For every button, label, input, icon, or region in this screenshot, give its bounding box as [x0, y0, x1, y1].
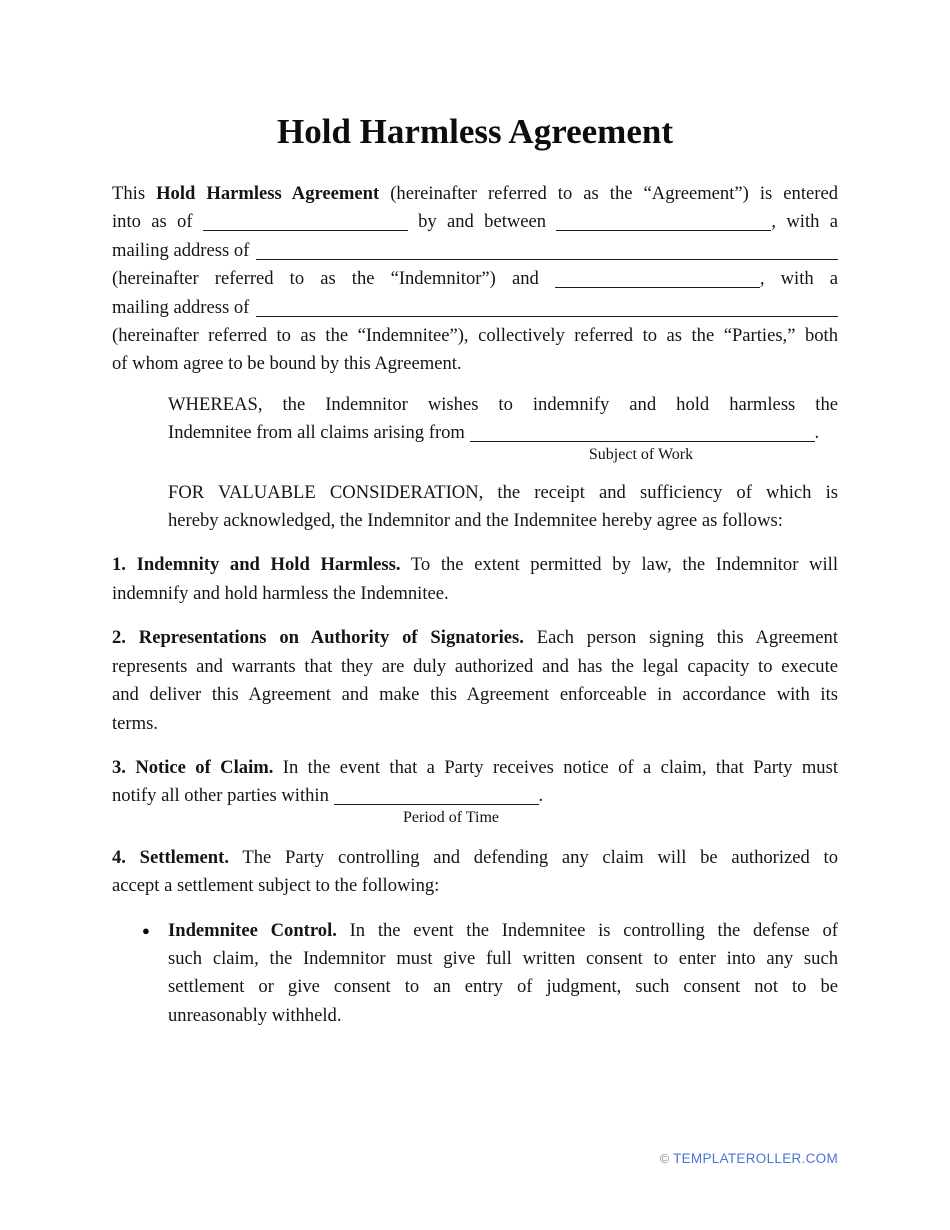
blank-indemnitee-address[interactable]	[256, 294, 838, 317]
section-3-heading: 3. Notice of Claim.	[112, 756, 274, 778]
section-4-text: accept a settlement subject to the following:	[112, 875, 440, 897]
intro-line-4	[112, 265, 838, 293]
section-3-text: notify all other parties within	[112, 785, 334, 807]
consideration-line-1	[168, 479, 838, 507]
section-1-line-1	[112, 551, 838, 579]
intro-line-5	[112, 294, 838, 322]
whereas-text: .	[814, 422, 820, 444]
section-1-text: indemnify and hold harmless the Indemnitee.	[112, 582, 449, 604]
bullet-line-1	[168, 917, 838, 945]
section-4-text: The Party controlling and defending any claim will be authorized to	[228, 846, 838, 868]
section-2-line-3	[112, 681, 838, 709]
intro-text: , with a	[759, 268, 838, 290]
blank-indemnitor-name[interactable]	[556, 210, 771, 231]
section-4-heading: 4. Settlement.	[112, 846, 229, 868]
consideration-line-2	[168, 507, 838, 535]
intro-text: This	[112, 183, 157, 204]
templateroller-link[interactable]: TEMPLATEROLLER.COM	[673, 1151, 838, 1166]
intro-line-6	[112, 322, 838, 350]
section-3-line-1	[112, 754, 838, 782]
intro-paragraph	[112, 180, 838, 379]
page-title: Hold Harmless Agreement	[277, 112, 673, 151]
intro-text: into as of	[112, 211, 203, 233]
section-1-heading: 1. Indemnity and Hold Harmless.	[112, 554, 401, 576]
agreement-name-bold: Hold Harmless Agreement	[156, 183, 380, 204]
section-2-line-2	[112, 653, 838, 681]
section-2-text: and deliver this Agreement and make this Agreement enforceable in accordance with its	[112, 684, 838, 706]
whereas-line-2	[168, 419, 838, 447]
bullet-heading: Indemnitee Control.	[168, 919, 337, 941]
copyright-icon: ©	[659, 1152, 670, 1166]
section-2-text: terms.	[112, 712, 158, 734]
bullet-text: settlement or give consent to an entry of judgment, such consent not to be	[168, 976, 838, 998]
bullet-line-2	[168, 945, 838, 973]
bullet-line-3	[168, 973, 838, 1001]
bullet-text: such claim, the Indemnitor must give full written consent to enter into any such	[168, 947, 838, 969]
whereas-text: WHEREAS, the Indemnitor wishes to indemnify and hold harmless the	[168, 393, 838, 415]
footer	[660, 1150, 838, 1168]
section-2-text: represents and warrants that they are duly authorized and has the legal capacity to execute	[112, 655, 838, 677]
intro-text: by and between	[407, 211, 557, 233]
section-4-line-2	[112, 872, 838, 900]
section-4-settlement	[112, 844, 838, 901]
bullet-icon: ●	[142, 922, 150, 938]
section-2-line-4	[112, 710, 838, 738]
section-2-text: Each person signing this Agreement	[523, 627, 838, 649]
section-3-notice	[112, 754, 838, 828]
intro-text: (hereinafter referred to as the “Agreement”) is entered	[379, 183, 838, 204]
bullet-text: In the event the Indemnitee is controlling the defense of	[336, 919, 838, 941]
section-2-representations	[112, 624, 838, 738]
bullet-item-indemnitee-control	[112, 917, 838, 1031]
intro-text: (hereinafter referred to as the “Indemnitee”), collectively referred to as the “Parties,” both	[112, 325, 838, 347]
consideration-clause	[168, 479, 838, 536]
section-3-text: .	[538, 785, 544, 807]
section-2-heading: 2. Representations on Authority of Signatories.	[112, 627, 524, 649]
intro-line-7	[112, 350, 838, 378]
section-3-line-2	[112, 782, 838, 810]
whereas-text: Indemnitee from all claims arising from	[168, 422, 470, 444]
whereas-line-1	[168, 391, 838, 419]
blank-notice-period[interactable]	[334, 784, 539, 805]
bullet-line-4	[168, 1002, 838, 1030]
intro-line-1	[112, 180, 838, 208]
intro-text: , with a	[771, 211, 838, 233]
consideration-text: FOR VALUABLE CONSIDERATION, the receipt and sufficiency of which is	[168, 481, 838, 503]
period-of-time-caption: Period of Time	[402, 808, 499, 826]
consideration-text: hereby acknowledged, the Indemnitor and the Indemnitee hereby agree as follows:	[168, 510, 783, 532]
section-1-line-2	[112, 580, 838, 608]
intro-text: mailing address of	[112, 296, 250, 318]
section-1-indemnity	[112, 551, 838, 608]
intro-text: of whom agree to be bound by this Agreement.	[112, 353, 462, 375]
blank-indemnitor-address[interactable]	[256, 237, 838, 260]
intro-text: mailing address of	[112, 239, 250, 261]
section-4-line-1	[112, 844, 838, 872]
subject-of-work-caption: Subject of Work	[588, 445, 694, 463]
bullet-text: unreasonably withheld.	[168, 1004, 342, 1026]
section-2-line-1	[112, 624, 838, 652]
section-3-text: In the event that a Party receives notice of a claim, that Party must	[273, 756, 838, 778]
intro-line-3	[112, 237, 838, 265]
intro-line-2	[112, 208, 838, 236]
section-1-text: To the extent permitted by law, the Indemnitor will	[400, 554, 838, 576]
intro-text: (hereinafter referred to as the “Indemnitor”) and	[112, 268, 555, 290]
whereas-clause	[168, 391, 838, 465]
blank-indemnitee-name[interactable]	[555, 267, 760, 288]
blank-subject-of-work[interactable]	[470, 421, 815, 442]
blank-effective-date[interactable]	[203, 210, 408, 231]
bullet-content	[168, 917, 838, 1031]
